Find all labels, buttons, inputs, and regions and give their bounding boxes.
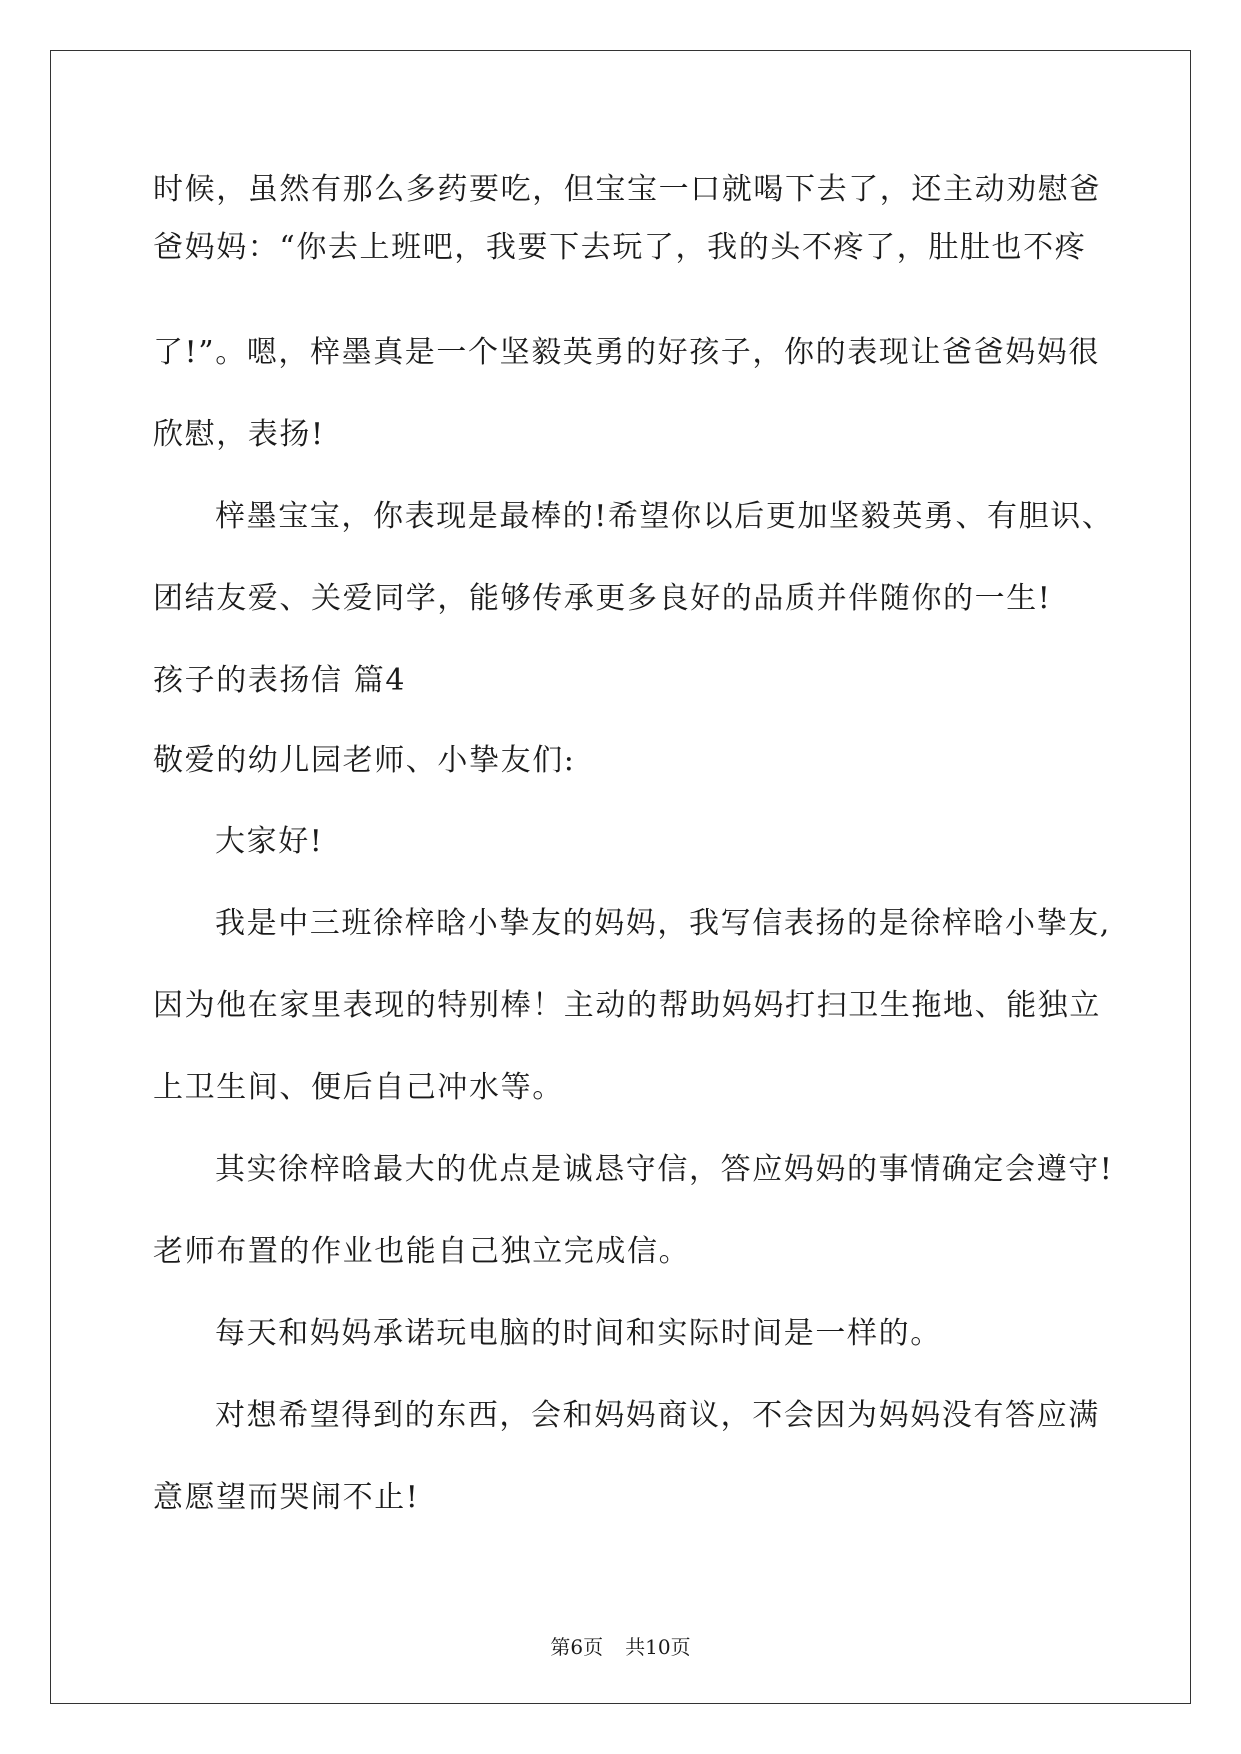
text-line: 梓墨宝宝，你表现是最棒的!希望你以后更加坚毅英勇、有胆识、 (215, 499, 1114, 534)
text-line: 欣慰，表扬! (153, 417, 325, 452)
text-line: 我是中三班徐梓晗小挚友的妈妈，我写信表扬的是徐梓晗小挚友, (215, 906, 1111, 941)
text-line: 团结友爱、关爱同学，能够传承更多良好的品质并伴随你的一生! (153, 581, 1052, 616)
text-line: 时候，虽然有那么多药要吃，但宝宝一口就喝下去了，还主动劝慰爸 (153, 172, 1101, 207)
text-line: 老师布置的作业也能自己独立完成信。 (153, 1234, 691, 1269)
text-line: 了!”。嗯，梓墨真是一个坚毅英勇的好孩子，你的表现让爸爸妈妈很 (153, 335, 1100, 370)
page-total: 共10页 (625, 1635, 691, 1659)
page-border (50, 50, 1191, 1704)
section-heading: 孩子的表扬信 篇4 (153, 663, 407, 698)
text-line: 意愿望而哭闹不止! (153, 1480, 420, 1515)
greeting: 大家好! (215, 824, 324, 859)
salutation: 敬爱的幼儿园老师、小挚友们: (153, 743, 576, 778)
text-line: 对想希望得到的东西，会和妈妈商议，不会因为妈妈没有答应满 (215, 1398, 1100, 1433)
text-line: 爸妈妈：“你去上班吧，我要下去玩了，我的头不疼了，肚肚也不疼 (153, 230, 1087, 265)
page-number: 第6页 (550, 1635, 604, 1659)
text-line: 每天和妈妈承诺玩电脑的时间和实际时间是一样的。 (215, 1316, 942, 1351)
text-line: 因为他在家里表现的特别棒！主动的帮助妈妈打扫卫生拖地、能独立 (153, 988, 1101, 1023)
text-line: 上卫生间、便后自己冲水等。 (153, 1070, 564, 1105)
text-line: 其实徐梓晗最大的优点是诚恳守信，答应妈妈的事情确定会遵守! (215, 1152, 1114, 1187)
page-footer (0, 1631, 1241, 1660)
